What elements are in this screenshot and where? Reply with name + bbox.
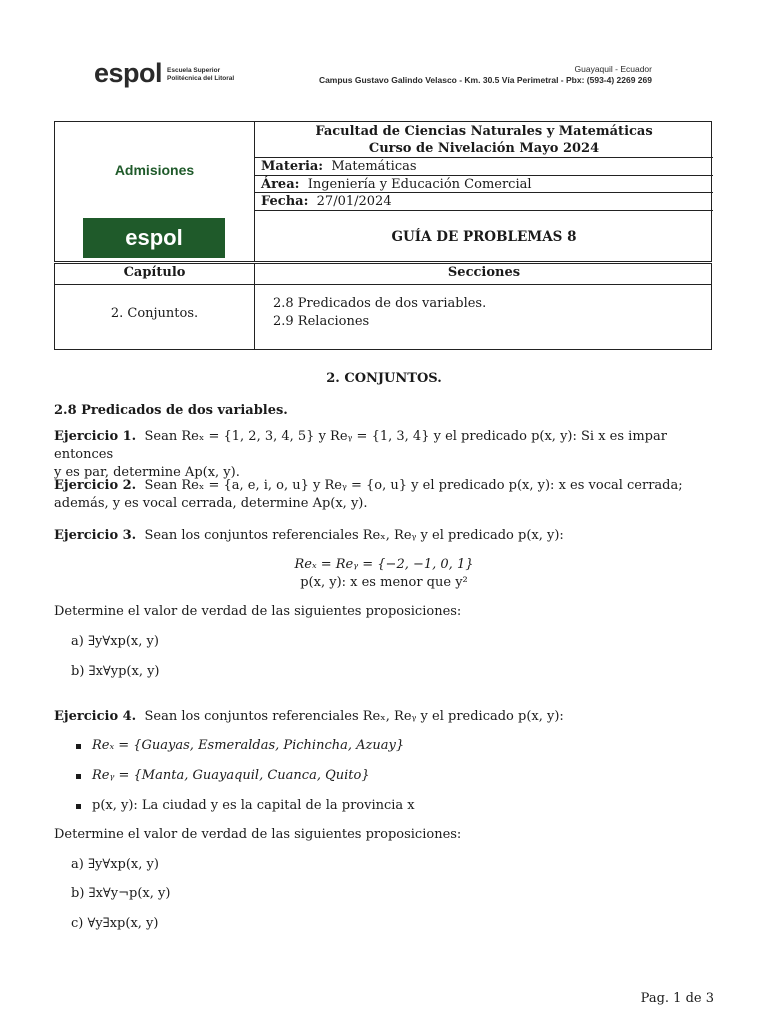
faculty-heading <box>255 122 713 157</box>
exercise-1-line2: y es par, determine Ap(x, y). <box>54 465 240 480</box>
exercise-1-line1: Sean Reₓ = {1, 2, 3, 4, 5} y Reᵧ = {1, 3, 4} y el predicado p(x, y): Si x es impar entonces <box>54 429 667 462</box>
materia-label: Materia: <box>261 159 324 174</box>
bullet-icon <box>76 804 81 809</box>
espol-logo: espol <box>94 58 163 88</box>
materia-value: Matemáticas <box>331 159 417 174</box>
fecha-row <box>255 192 713 210</box>
exercise-3-eq2: p(x, y): x es menor que y² <box>300 575 468 590</box>
course-name: Curso de Nivelación Mayo 2024 <box>368 141 600 156</box>
exercise-3-item-a: a) ∃y∀xp(x, y) <box>71 634 159 649</box>
exercise-4-bullet-3: p(x, y): La ciudad y es la capital de la provincia x <box>92 798 415 813</box>
header-campus: Campus Gustavo Galindo Velasco - Km. 30.5 Vía Perimetral - Pbx: (593-4) 2269 269 <box>318 75 652 85</box>
chapter-divider-h <box>55 284 711 285</box>
exercise-2-line1: Sean Reₓ = {a, e, i, o, u} y Reᵧ = {o, u} y el predicado p(x, y): x es vocal cerrada; <box>144 478 683 493</box>
sections-list <box>273 295 486 331</box>
exercise-2 <box>54 477 714 513</box>
exercise-4-item-b: b) ∃x∀y¬p(x, y) <box>71 886 171 901</box>
exercise-3-eq1: Reₓ = Reᵧ = {−2, −1, 0, 1} <box>294 557 474 572</box>
area-row <box>255 175 713 193</box>
exercise-1 <box>54 428 714 482</box>
chapter-name: 2. Conjuntos. <box>110 306 199 321</box>
exercise-3-determine: Determine el valor de verdad de las siguientes proposiciones: <box>54 604 462 619</box>
area-value: Ingeniería y Educación Comercial <box>307 177 532 192</box>
exercise-3-text: Sean los conjuntos referenciales Reₓ, Reᵧ y el predicado p(x, y): <box>144 528 564 543</box>
bullet-icon <box>76 774 81 779</box>
exercise-4-item-c: c) ∀y∃xp(x, y) <box>71 916 159 931</box>
exercise-4-item-a: a) ∃y∀xp(x, y) <box>71 857 159 872</box>
logo-subtitle <box>167 67 234 82</box>
section-item: 2.9 Relaciones <box>273 314 370 329</box>
page-number: Pag. 1 de 3 <box>640 991 714 1006</box>
exercise-4 <box>54 708 714 726</box>
exercise-2-line2: además, y es vocal cerrada, determine Ap(x, y). <box>54 496 368 511</box>
exercise-4-bullet-1: Reₓ = {Guayas, Esmeraldas, Pichincha, Azuay} <box>92 738 405 753</box>
header-address <box>319 64 652 86</box>
chapter-header: Capítulo <box>123 265 186 280</box>
area-label: Área: <box>261 177 300 192</box>
exercise-3-equations <box>0 556 768 592</box>
section-item: 2.8 Predicados de dos variables. <box>273 296 487 311</box>
sections-header: Secciones <box>447 265 521 280</box>
exercise-4-determine: Determine el valor de verdad de las siguientes proposiciones: <box>54 827 462 842</box>
exercise-4-label: Ejercicio 4. <box>54 709 137 724</box>
guide-title: GUÍA DE PROBLEMAS 8 <box>255 210 713 263</box>
section-title: 2. CONJUNTOS. <box>326 371 442 386</box>
exercise-3 <box>54 527 714 545</box>
info-table <box>54 121 712 262</box>
exercise-3-item-b: b) ∃x∀yp(x, y) <box>71 664 160 679</box>
subsection-title: 2.8 Predicados de dos variables. <box>54 403 288 418</box>
faculty-name: Facultad de Ciencias Naturales y Matemáticas <box>315 124 653 139</box>
admisiones-label: Admisiones <box>114 162 195 178</box>
exercise-1-label: Ejercicio 1. <box>54 429 137 444</box>
fecha-value: 27/01/2024 <box>316 194 392 209</box>
header-location: Guayaquil - Ecuador <box>574 64 652 74</box>
espol-brand-badge: espol <box>83 218 225 258</box>
exercise-4-bullet-2: Reᵧ = {Manta, Guayaquil, Cuanca, Quito} <box>92 768 370 783</box>
exercise-2-label: Ejercicio 2. <box>54 478 137 493</box>
logo-sub-line2: Politécnica del Litoral <box>167 74 235 82</box>
exercise-4-text: Sean los conjuntos referenciales Reₓ, Reᵧ y el predicado p(x, y): <box>144 709 564 724</box>
bullet-icon <box>76 744 81 749</box>
fecha-label: Fecha: <box>261 194 309 209</box>
chapter-table <box>54 263 712 350</box>
logo-sub-line1: Escuela Superior <box>167 67 221 74</box>
exercise-3-label: Ejercicio 3. <box>54 528 137 543</box>
materia-row <box>255 157 713 175</box>
